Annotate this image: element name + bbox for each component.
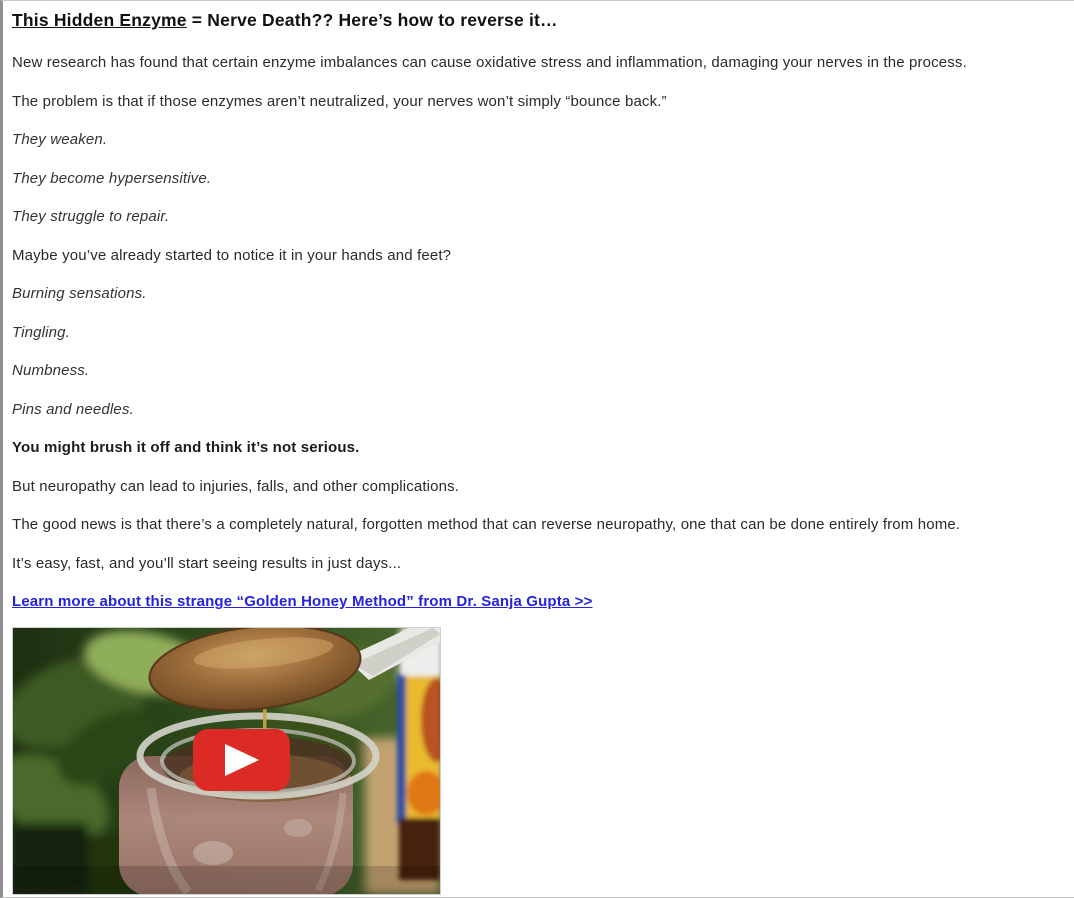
body-paragraph: Burning sensations. [12, 285, 147, 302]
cta-link[interactable]: Learn more about this strange “Golden Honey Method” from Dr. Sanja Gupta >> [12, 593, 593, 610]
title-underlined-text: This Hidden Enzyme [12, 10, 187, 30]
body-paragraph: Numbness. [12, 362, 90, 379]
body-paragraph: The problem is that if those enzymes aren’t neutralized, your nerves won’t simply “bounce back.” [12, 92, 667, 110]
body-paragraph: They weaken. [12, 131, 108, 148]
body-paragraph: Tingling. [12, 323, 70, 341]
body-paragraph: They struggle to repair. [12, 208, 170, 225]
body-paragraph: Pins and needles. [12, 400, 134, 418]
video-thumbnail[interactable] [12, 627, 441, 895]
honey-bottle [397, 628, 440, 880]
vignette [13, 866, 440, 894]
body-paragraph: Maybe you’ve already started to notice it in your hands and feet? [12, 246, 452, 264]
page-title [12, 10, 1074, 31]
body-paragraph: They become hypersensitive. [12, 169, 212, 187]
body-paragraph: You might brush it off and think it’s not serious. [12, 439, 360, 456]
body-paragraph: The good news is that there’s a completely natural, forgotten method that can reverse neuropathy, one that can be done entirely from home. [12, 516, 961, 533]
title-rest-text: = Nerve Death?? Here’s how to reverse it… [186, 10, 558, 30]
play-button-icon[interactable] [193, 729, 290, 791]
body-paragraph: New research has found that certain enzyme imbalances can cause oxidative stress and inflammation, damaging your nerves in the process. [12, 54, 967, 71]
video-thumbnail-scene [13, 628, 440, 894]
body-paragraph: It’s easy, fast, and you’ll start seeing results in just days... [12, 554, 402, 572]
body-paragraph: But neuropathy can lead to injuries, falls, and other complications. [12, 477, 460, 495]
